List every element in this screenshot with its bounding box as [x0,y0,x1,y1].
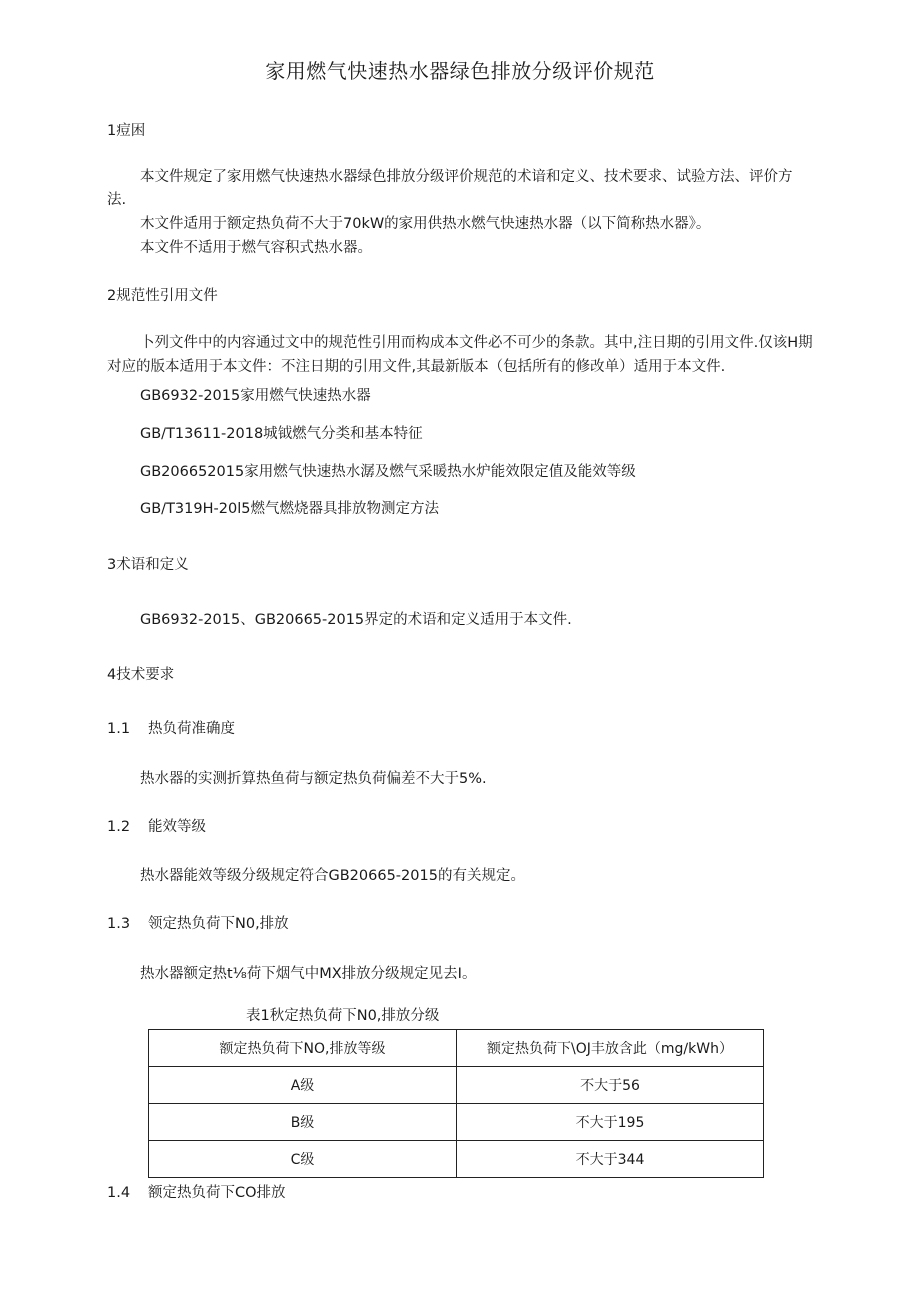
section-1-paragraph-line: 本文件规定了家用燃气快速热水器绿色排放分级评价规范的术谙和定义、技术要求、试验方法、评价方 [140,169,793,185]
subsection-text: 热水器额定热t⅛荷下烟气中MX排放分级规定见去I。 [140,966,477,982]
subsection-text: 热水器的实测折算热鱼荷与额定热负荷偏差不大于5%. [140,771,487,787]
section-3-heading: 3术语和定义 [107,557,189,573]
table-header-cell: 额定热负荷下\OJ丰放含此（mg∕kWh） [457,1030,764,1067]
section-2-paragraph-line: 卜列文件中的内容通过文中的规范性引用而构成本文件必不可少的条款。其中,注日期的引用文件.仅该H期 [140,335,813,351]
emission-table [148,1029,764,1178]
reference-item: GB/T319H-20l5燃气燃烧器具排放物测定方法 [140,501,439,517]
table-cell-grade: C级 [149,1141,457,1178]
subsection-title: 能效等级 [148,819,206,835]
table-cell-grade: B级 [149,1104,457,1141]
table-header-row [149,1030,764,1067]
table-cell-limit: 不大于344 [457,1141,764,1178]
table-header-cell: 额定热负荷下NO,排放等级 [149,1030,457,1067]
section-4-heading: 4技术要求 [107,667,175,683]
section-2-heading: 2规范性引用文件 [107,288,218,304]
table-row [149,1141,764,1178]
subsection-title: 额定热负荷下CO排放 [148,1185,286,1201]
page-title: 家用燃气快速热水器绿色排放分级评价规范 [265,59,655,83]
section-1-paragraph: 本文件不适用于燃气容积式热水器。 [140,240,372,256]
table-cell-limit: 不大于195 [457,1104,764,1141]
section-1-paragraph-line: 法. [107,192,127,208]
section-1-paragraph: 木文件适用于额定热负荷不大于70kW的家用供热水燃气快速热水器（以下简称热水器》。 [140,216,711,232]
subsection-number: 1.3 [107,916,131,932]
table-caption: 表1秋定热负荷下N0,排放分级 [246,1008,440,1024]
table-row [149,1104,764,1141]
subsection-text: 热水器能效等级分级规定符合GB20665-2015的有关规定。 [140,868,525,884]
subsection-number: 1.1 [107,721,131,737]
table-cell-limit: 不大于56 [457,1067,764,1104]
subsection-title: 领定热负荷下N0,排放 [148,916,289,932]
section-1-heading: 1痘困 [107,123,146,139]
table-row [149,1067,764,1104]
subsection-number: 1.2 [107,819,131,835]
table-cell-grade: A级 [149,1067,457,1104]
subsection-number: 1.4 [107,1185,131,1201]
section-3-paragraph: GB6932-2015、GB20665-2015界定的术语和定义适用于本文件. [140,612,572,628]
reference-item: GB206652015家用燃气快速热水潺及燃气采暖热水炉能效限定值及能效等级 [140,464,636,480]
subsection-title: 热负荷准确度 [148,721,235,737]
section-2-paragraph-line: 对应的版本适用于本文件：不注日期的引用文件,其最新版本（包括所有的修改单）适用于本文件. [107,359,726,375]
reference-item: GB/T13611-2018城钺燃气分类和基本特征 [140,426,423,442]
reference-item: GB6932-2015家用燃气快速热水器 [140,388,371,404]
